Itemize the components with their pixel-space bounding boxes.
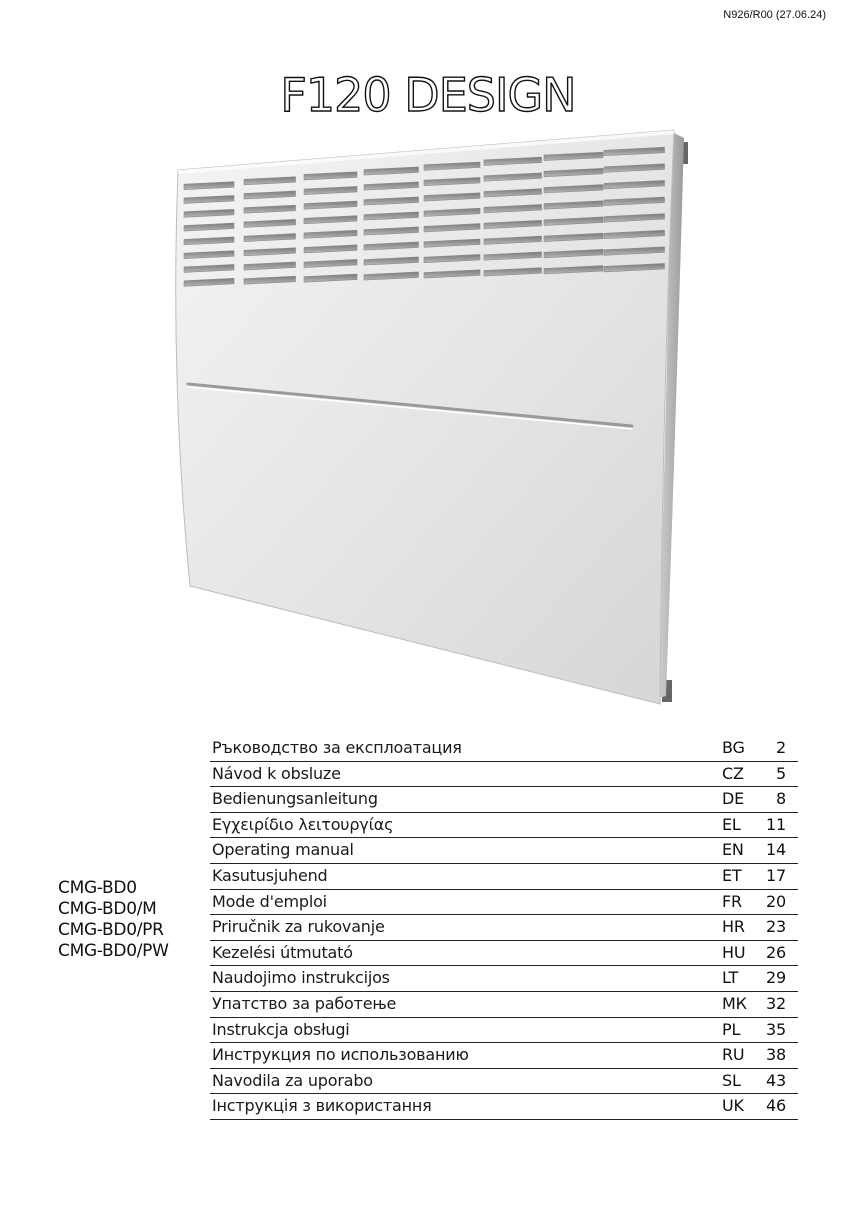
- toc-page-number: 17: [766, 865, 786, 885]
- toc-page-number: 43: [766, 1070, 786, 1090]
- toc-language-code: EL: [722, 814, 741, 834]
- toc-row: [210, 736, 798, 762]
- toc-row: [210, 966, 798, 992]
- toc-page-number: 11: [766, 814, 786, 834]
- toc-row: [210, 1094, 798, 1120]
- toc-language-code: HU: [722, 942, 746, 962]
- toc-title: Kasutusjuhend: [212, 865, 328, 885]
- toc-page-number: 26: [766, 942, 786, 962]
- toc-title: Instrukcja obsługi: [212, 1019, 350, 1039]
- toc-title: Kezelési útmutató: [212, 942, 353, 962]
- model-code: CMG-BD0: [58, 878, 137, 898]
- toc-language-code: UK: [722, 1096, 744, 1116]
- toc-title: Ръководство за експлоатация: [212, 738, 462, 757]
- toc-row: [210, 762, 798, 788]
- toc-title: Operating manual: [212, 840, 354, 860]
- toc-page-number: 2: [776, 738, 786, 757]
- toc-title: Εγχειρίδιο λειτουργίας: [212, 814, 394, 834]
- model-list: [58, 878, 169, 962]
- toc-page-number: 29: [766, 968, 786, 988]
- model-code: CMG-BD0/M: [58, 899, 157, 919]
- toc-row: [210, 1043, 798, 1069]
- toc-language-code: PL: [722, 1019, 741, 1039]
- toc-page-number: 8: [776, 789, 786, 809]
- toc-title: Инструкция по использованию: [212, 1045, 469, 1065]
- toc-row: [210, 787, 798, 813]
- toc-language-code: FR: [722, 891, 742, 911]
- toc-language-code: LT: [722, 968, 739, 988]
- toc-row: [210, 941, 798, 967]
- toc-title: Bedienungsanleitung: [212, 789, 378, 809]
- toc-title: Navodila za uporabo: [212, 1070, 373, 1090]
- product-title: F120 DESIGN: [280, 68, 576, 122]
- toc-language-code: CZ: [722, 763, 744, 783]
- toc-language-code: SL: [722, 1070, 741, 1090]
- toc-row: [210, 838, 798, 864]
- toc-title: Mode d'emploi: [212, 891, 327, 911]
- toc-language-code: BG: [722, 738, 745, 757]
- toc-page-number: 14: [766, 840, 786, 860]
- toc-title: Priručnik za rukovanje: [212, 917, 385, 937]
- toc-language-code: RU: [722, 1045, 745, 1065]
- toc-row: [210, 864, 798, 890]
- toc-row: [210, 890, 798, 916]
- toc-row: [210, 1018, 798, 1044]
- toc-language-code: DE: [722, 789, 745, 809]
- toc-row: [210, 1069, 798, 1095]
- toc-language-code: HR: [722, 917, 745, 937]
- toc-page-number: 5: [776, 763, 786, 783]
- toc-page-number: 23: [766, 917, 786, 937]
- toc-title: Інструкція з використання: [212, 1096, 432, 1116]
- toc-title: Упатство за работење: [212, 993, 397, 1013]
- toc-row: [210, 992, 798, 1018]
- toc-page-number: 46: [766, 1096, 786, 1116]
- toc-row: [210, 813, 798, 839]
- toc-title: Naudojimo instrukcijos: [212, 968, 390, 988]
- toc-language-code: ET: [722, 865, 742, 885]
- document-reference: N926/R00 (27.06.24): [723, 9, 826, 21]
- toc-language-code: EN: [722, 840, 744, 860]
- toc-row: [210, 915, 798, 941]
- model-code: CMG-BD0/PW: [58, 941, 169, 961]
- toc-page-number: 35: [766, 1019, 786, 1039]
- toc-page-number: 38: [766, 1045, 786, 1065]
- toc-language-code: МК: [722, 993, 747, 1013]
- heater-illustration: [160, 120, 700, 720]
- toc-title: Návod k obsluze: [212, 763, 341, 783]
- model-code: CMG-BD0/PR: [58, 920, 164, 940]
- toc-page-number: 20: [766, 891, 786, 911]
- toc-page-number: 32: [766, 993, 786, 1013]
- language-contents-table: [210, 736, 798, 1120]
